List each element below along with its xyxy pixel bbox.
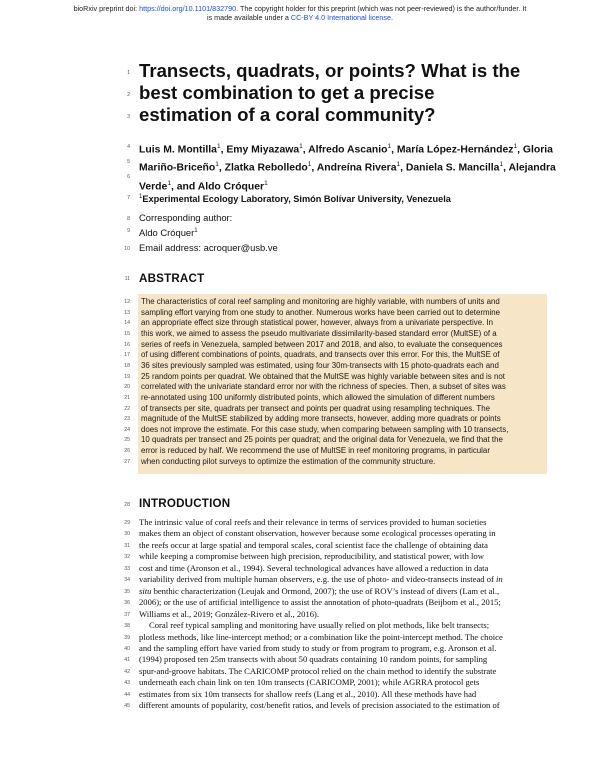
line-number: 11 bbox=[124, 276, 130, 282]
email-address: Email address: acroquer@usb.ve bbox=[139, 242, 278, 253]
line-number: 13 bbox=[124, 309, 130, 316]
author-affiliation-mark: 1 bbox=[499, 161, 504, 169]
line-number: 38 bbox=[124, 623, 130, 630]
author-affiliation-mark: 1 bbox=[215, 161, 219, 169]
line-number: 22 bbox=[124, 405, 130, 412]
title-line: Transects, quadrats, or points? What is the bbox=[139, 60, 521, 81]
line-number: 33 bbox=[124, 565, 130, 572]
abstract-line: 10 quadrats per transect and 25 points per quadrat; and the original data for Venezuela, we find that the bbox=[141, 435, 503, 445]
line-number: 41 bbox=[124, 657, 130, 664]
introduction-line: different amounts of popularity, cost/benefit ratios, and levels of precision associated to the estimation of bbox=[139, 700, 500, 711]
line-number: 35 bbox=[124, 588, 130, 595]
line-number: 32 bbox=[124, 554, 130, 561]
introduction-line: the reefs occur at large spatial and temporal scales, coral scientist face the challenge of obtaining data bbox=[139, 539, 488, 550]
line-number: 34 bbox=[124, 577, 130, 584]
line-number: 14 bbox=[124, 320, 130, 327]
line-number: 19 bbox=[124, 373, 130, 380]
author-affiliation-mark: 1 bbox=[513, 143, 518, 150]
line-number: 24 bbox=[124, 426, 130, 433]
line-number: 16 bbox=[124, 341, 130, 348]
author-affiliation-mark: 1 bbox=[396, 161, 401, 169]
line-number: 39 bbox=[124, 634, 130, 641]
line-number: 42 bbox=[124, 668, 130, 675]
author-list: Luis M. Montilla$^1$, Emy Miyazawa$^1$, Alfredo Ascanio$^1$, María López-Hernández$^1$, Gloria Mariño-Briceño$^1$, Zlatka Rebolledo$^1$, Andreína Rivera$^1$, Daniela S. Mancilla$^1$, Alejandra Verde$^1$, and Aldo Cróquer$^1$ bbox=[139, 143, 556, 193]
line-number: 5 bbox=[127, 159, 130, 165]
line-number: 43 bbox=[124, 680, 130, 687]
line-number: 3 bbox=[127, 114, 130, 120]
abstract-line: sampling effort varying from one study to another. Numerous works have been carried out to determine bbox=[141, 307, 501, 317]
introduction-line: variability derived from multiple human observers, e.g. the use of photo- and video-transects instead of in bbox=[139, 574, 503, 585]
author-affiliation-mark: 1 bbox=[167, 179, 171, 187]
introduction-line: and the sampling effort have varied from study to study or from program to program, e.g. Aronson et al. bbox=[139, 642, 497, 653]
line-number: 1 bbox=[127, 70, 130, 76]
line-number: 31 bbox=[124, 542, 130, 549]
header-line-2: is made available under a CC-BY 4.0 International license. bbox=[206, 13, 394, 22]
line-number: 18 bbox=[124, 362, 130, 369]
author-affiliation-mark: 1 bbox=[299, 143, 303, 150]
introduction-line: makes them an object of constant observation, however because some ecological processes operating in bbox=[139, 528, 496, 539]
introduction-line: Williams et al., 2019; González-Rivero et al., 2016). bbox=[139, 608, 320, 619]
line-number: 44 bbox=[124, 691, 130, 698]
abstract-line: when conducting pilot surveys to optimize the estimation of the community structure. bbox=[141, 456, 436, 466]
line-number: 4 bbox=[127, 144, 130, 150]
introduction-line: underneath each chain link on ten 10m transects (CARICOMP, 2001); while AGRRA protocol gets bbox=[139, 677, 480, 688]
title-line: estimation of a coral community? bbox=[139, 104, 436, 125]
affiliation: $^1$Experimental Ecology Laboratory, Simón Bolívar University, Venezuela bbox=[139, 194, 451, 205]
line-number: 8 bbox=[127, 216, 130, 222]
abstract-line: 36 sites previously sampled was estimated, using four 30m-transects with 15 photo-quadrats each and bbox=[141, 360, 499, 370]
paper-title bbox=[139, 60, 569, 126]
abstract-line: of transects per site, quadrats per transect and points per quadrat using resampling techniques. The bbox=[141, 403, 490, 413]
introduction-line: cost and time (Aronson et al., 1994). Several technological advances have allowed a reduction in data bbox=[139, 562, 489, 573]
line-number: 40 bbox=[124, 645, 130, 652]
line-number: 29 bbox=[124, 520, 130, 526]
license-link[interactable]: CC-BY 4.0 International license bbox=[290, 13, 392, 22]
line-number: 27 bbox=[124, 458, 130, 465]
abstract-line: does not improve the estimate. For this case study, when comparing between sampling with 10 transects, bbox=[141, 424, 509, 434]
author-name: Daniela S. Mancilla bbox=[405, 162, 500, 174]
introduction-line: plotless methods, like line-intercept method; or a combination like the point-intercept method. The choice bbox=[139, 631, 503, 642]
author-name: Zlatka Rebolledo bbox=[224, 162, 308, 174]
abstract-line: correlated with the univariate standard error nor with the richness of species. Then, a subset of sites was bbox=[141, 382, 506, 392]
doi-link[interactable]: https://doi.org/10.1101/832790 bbox=[139, 4, 237, 13]
line-number: 6 bbox=[127, 174, 130, 180]
line-number: 26 bbox=[124, 448, 130, 455]
abstract-line: error is reduced by half. We recommend the use of MultSE in reef monitoring programs, in particular bbox=[141, 446, 490, 456]
preprint-header bbox=[0, 4, 600, 22]
line-number: 37 bbox=[124, 611, 130, 618]
line-number: 21 bbox=[124, 394, 130, 401]
author-affiliation-mark: 1 bbox=[387, 143, 392, 150]
introduction-line: The intrinsic value of coral reefs and their relevance in terms of services provided to human societies bbox=[139, 517, 487, 527]
introduction-line: spur-and-groove habitats. The CARICOMP protocol relied on the chain method to identify the substrate bbox=[139, 665, 497, 676]
abstract-line: magnitude of the MultSE stabilized by adding more transects, however, adding more quadrats or points bbox=[141, 414, 501, 424]
introduction-line: estimates from six 10m transects for shallow reefs (Lang et al., 2010). All these methods have had bbox=[139, 688, 477, 699]
abstract-line: re-annotated using 100 uniformly distributed points, which allowed the simulation of different numbers bbox=[141, 392, 495, 402]
abstract-line: series of reefs in Venezuela, sampled between 2017 and 2018, and also, to evaluate the consequences bbox=[141, 339, 503, 349]
author-name: María López-Hernández bbox=[396, 144, 514, 156]
author-affiliation-mark: 1 bbox=[216, 143, 221, 150]
abstract-line: 25 random points per quadrat. We obtained that the MultSE was highly variable between sites and is not bbox=[141, 371, 505, 381]
introduction-line: 2006); or the use of artificial intelligence to assist the annotation of photo-quadrats (Beijbom et al., 2015; bbox=[139, 597, 501, 608]
line-number: 17 bbox=[124, 352, 130, 359]
introduction-line: while keeping a compromise between high precision, reproducibility, and statistical power, with low bbox=[139, 551, 484, 562]
introduction-line: situ benthic characterization (Leujak and Ormond, 2007); the use of ROV’s instead of divers (Lam et al., bbox=[139, 585, 500, 596]
author-name: Aldo Cróquer bbox=[197, 181, 265, 193]
line-number: 20 bbox=[124, 384, 130, 391]
author-name: Luis M. Montilla bbox=[139, 144, 217, 156]
line-number: 30 bbox=[124, 531, 130, 538]
author-affiliation-mark: 1 bbox=[264, 179, 268, 187]
author-name: Emy Miyazawa bbox=[226, 144, 300, 156]
header-line-1: bioRxiv preprint doi: https://doi.org/10.1101/832790. The copyright holder for this preprint (which was not peer-reviewed) is the author/funder. It bbox=[73, 4, 527, 13]
introduction-line: (1994) proposed ten 25m transects with about 50 quadrats containing 10 random points, for sampling bbox=[139, 654, 488, 665]
line-number: 23 bbox=[124, 416, 130, 423]
abstract-line: this work, we aimed to assess the pseudo multivariate dissimilarity-based standard error (MultSE) of a bbox=[141, 328, 497, 338]
author-affiliation-mark: 1 bbox=[307, 161, 312, 169]
line-number: 7 bbox=[127, 195, 130, 201]
line-number: 10 bbox=[124, 246, 130, 252]
line-number: 25 bbox=[124, 437, 130, 444]
line-number: 36 bbox=[124, 600, 130, 607]
line-number: 2 bbox=[127, 92, 130, 98]
author-name: Andreína Rivera bbox=[316, 162, 397, 174]
line-number: 9 bbox=[127, 228, 130, 234]
introduction-heading: INTRODUCTION bbox=[139, 497, 231, 510]
abstract-line: of using different combinations of points, quadrats, and transects over this error. For this, the MultSE of bbox=[141, 350, 500, 360]
abstract-line: The characteristics of coral reef sampling and monitoring are highly variable, with numbers of units and bbox=[141, 297, 500, 306]
abstract-line: an appropriate effect size through statistical power, however, always from a univariate perspective. In bbox=[141, 318, 494, 328]
corresponding-author bbox=[139, 212, 569, 239]
author-name: Alejandra Verde bbox=[139, 162, 556, 193]
author-name: Alfredo Ascanio bbox=[308, 144, 388, 156]
corresponding-name: Aldo Cróquer$^1$ bbox=[139, 226, 198, 238]
abstract-heading: ABSTRACT bbox=[139, 272, 205, 285]
line-number: 15 bbox=[124, 330, 130, 337]
line-number: 45 bbox=[124, 703, 130, 710]
line-number: 28 bbox=[124, 502, 130, 508]
corresponding-label: Corresponding author: bbox=[139, 212, 233, 223]
introduction-line: Coral reef typical sampling and monitoring have usually relied on plot methods, like belt transects; bbox=[149, 620, 490, 631]
line-number: 12 bbox=[124, 299, 130, 305]
title-line: best combination to get a precise bbox=[139, 82, 435, 103]
author-name: Gloria Mariño-Briceño bbox=[139, 144, 553, 174]
